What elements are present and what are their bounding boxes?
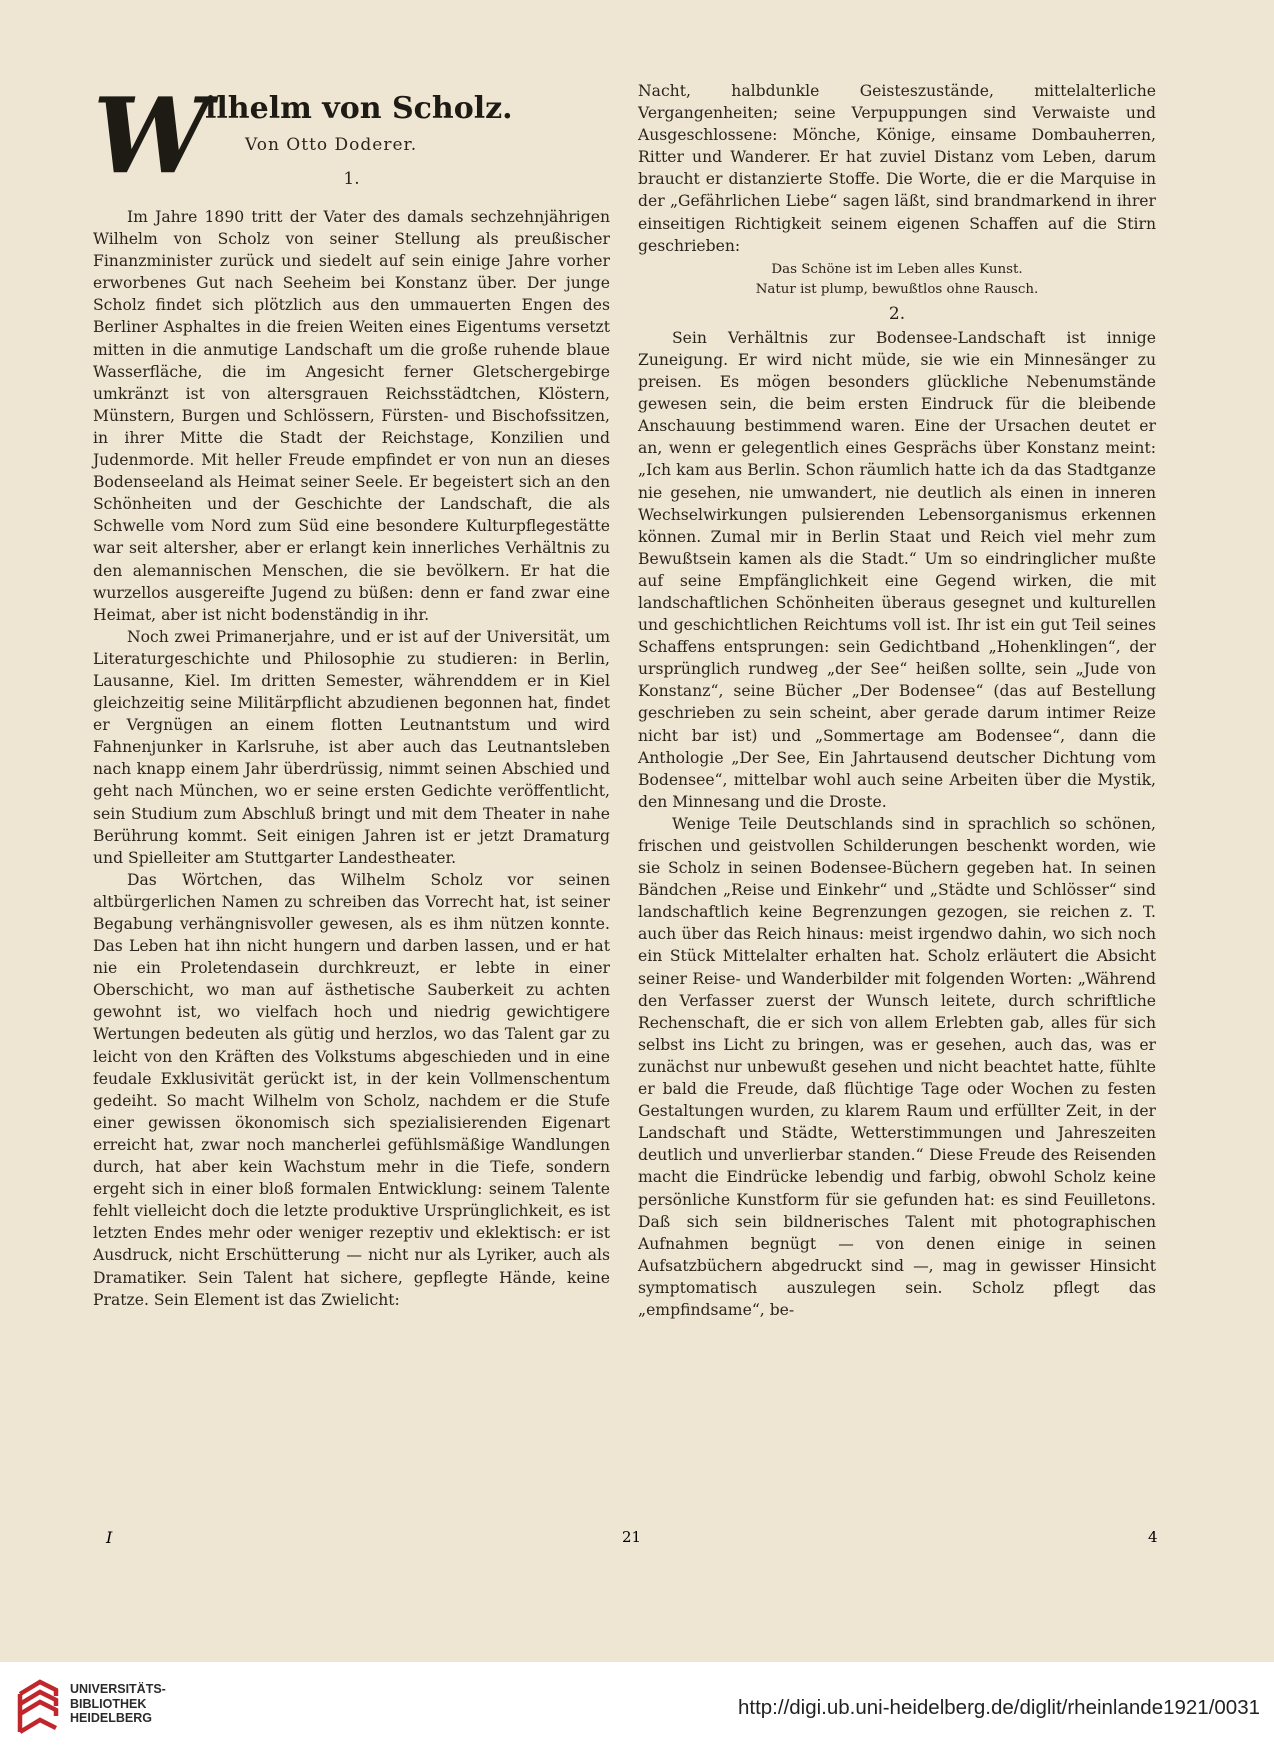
paragraph: Noch zwei Primanerjahre, und er ist auf der Universität, um Literaturgeschichte und Philosophie zu studieren: in Berlin, Lausanne, Kiel. Im dritten Semester, währenddem er in Kiel gleichzeitig seine Militärpflicht abzudienen begonnen hat, findet er Vergnügen an einem flotten Leutnantstum und wird Fahnenjunker in Karlsruhe, ist aber auch das Leutnantsleben nach knapp einem Jahr überdrüssig, nimmt seinen Abschied und geht nach München, wo er seine ersten Gedichte veröffentlicht, sein Studium zum Abschluß bringt und mit dem Theater in nahe Berührung kommt. Seit einigen Jahren ist er jetzt Dramaturg und Spielleiter am Stuttgarter Landestheater. [93,627,610,867]
paragraph: Im Jahre 1890 tritt der Vater des damals sechzehnjährigen Wilhelm von Scholz von seiner Stellung als preußischer Finanzminister zurück und siedelt auf sein einige Jahre vorher erworbenes Gut nach Seeheim bei Konstanz über. Der junge Scholz findet sich plötzlich aus den ummauerten Engen des Berliner Asphaltes in die freien Weiten eines Eigentums versetzt mitten in die anmutige Landschaft um die große ruhende blaue Wasserfläche, die im Angesicht ferner Gletschergebirge umkränzt ist von altersgrauen Reichsstädtchen, Klöstern, Münstern, Burgen und Schlössern, Fürsten- und Bischofssitzen, in ihrer Mitte die Stadt der Reichstage, Konzilien und Judenmorde. Mit heller Freude empfindet er von nun an dieses Bodenseeland als Heimat seiner Seele. Er begeistert sich an den Schönheiten und der Geschichte der Landschaft, die als Schwelle vom Nord zum Süd eine besondere Kulturpflegestätte war seit altersher, aber er erlangt kein innerliches Verhältnis zu den alemannischen Menschen, die sie bevölkern. Er hat die wurzellos ausgereifte Jugend zu büßen: denn er fand zwar eine Heimat, aber ist nicht bodenständig in ihr. [93,208,610,624]
source-url-link[interactable]: http://digi.ub.uni-heidelberg.de/diglit/rheinlande1921/0031 [737,1696,1260,1719]
section-number-1: 1. [343,169,360,189]
right-column [638,80,1156,1321]
paragraph: Das Wörtchen, das Wilhelm Scholz vor seinen altbürgerlichen Namen zu schreiben das Vorrecht hat, ist seiner Begabung verhängnisvoller gewesen, als es ihm nützen konnte. Das Leben hat ihn nicht hungern und darben lassen, und er hat nie ein Proletendasein durchkreuzt, er lebte in einer Oberschicht, wo man auf ästhetische Sauberkeit zu achten gewohnt ist, wo vielfach hoch und niedrig gewichtigere Wertungen bedeuten als gütig und herzlos, wo das Talent gar zu leicht von den Kräften des Volkstums abgeschieden und in eine feudale Exklusivität gerückt ist, in der kein Vollmenschentum gedeiht. So macht Wilhelm von Scholz, nachdem er die Stufe einer gewissen ökonomisch sich spezialisierenden Eigenart erreicht hat, zwar noch mancherlei gefühlsmäßige Wandlungen durch, hat aber kein Wachstum mehr in die Tiefe, sondern ergeht sich in einer bloß formalen Entwicklung: seinem Talente fehlt vielleicht doch die letzte produktive Ursprünglichkeit, es ist letzten Endes mehr oder weniger rezeptiv und eklektisch: er ist Ausdruck, nicht Erschütterung — nicht nur als Lyriker, auch als Dramatiker. Sein Talent hat sichere, gepflegte Hände, keine Pratze. Sein Element ist das Zwielicht: [93,870,610,1309]
paragraph: Wenige Teile Deutschlands sind in sprachlich so schönen, frischen und geistvollen Schilderungen beschenkt worden, wie sie Scholz in seinen Bodensee-Büchern gegeben hat. In seinen Bändchen „Reise und Einkehr“ und „Städte und Schlösser“ sind landschaftlich keine Begrenzungen gezogen, sie reichen z. T. auch über das Reich hinaus: meist irgendwo dahin, wo sich noch ein Stück Mittelalter erhalten hat. Scholz erläutert die Absicht seiner Reise- und Wanderbilder mit folgenden Worten: „Während den Verfasser zuerst der Wunsch leitete, durch schriftliche Rechenschaft, die er sich von allem Erlebten gab, alles für sich selbst ins Licht zu bringen, was er gesehen, auch das, was er zunächst nur unbewußt gesehen und nicht beachtet hatte, fühlte er bald die Freude, daß flüchtige Tage oder Wochen zu festen Gestaltungen wurden, zu klarem Raum und erfüllter Zeit, in der Landschaft und Städte, Wetterstimmungen und Jahreszeiten deutlich und unverlierbar standen.“ Diese Freude des Reisenden macht die Eindrücke lebendig und farbig, obwohl Scholz keine persönliche Kunstform für sie gefunden hat: es sind Feuilletons. Daß sich sein bildnerisches Talent mit photographischen Aufnahmen begnügt — von denen einige in seinen Aufsatzbüchern abgedruckt sind —, mag in gewisser Hinsicht symptomatisch auszulegen sein. Scholz pflegt das „empfindsame“, be- [638,814,1156,1319]
article-byline: Von Otto Doderer. [245,135,418,155]
library-footer-bar [0,1662,1274,1760]
verse-line: Das Schöne ist im Leben alles Kunst. [771,261,1023,277]
footer-left-mark: I [106,1528,113,1547]
library-logo-icon [14,1676,62,1738]
library-name [70,1682,166,1726]
library-name-line: HEIDELBERG [70,1711,152,1725]
left-column [93,74,610,1311]
verse-line: Natur ist plump, bewußtlos ohne Rausch. [755,281,1039,297]
dropcap-letter: W [93,74,210,197]
title-block [93,74,610,206]
section-number-2: 2. [888,303,906,324]
article-title: ilhelm von Scholz. [205,91,513,126]
footer-right-mark: 4 [1148,1528,1158,1546]
page-number: 21 [622,1528,642,1546]
paragraph: Sein Verhältnis zur Bodensee-Landschaft ist innige Zuneigung. Er wird nicht müde, sie wie ein Minnesänger zu preisen. Es mögen besonders glückliche Nebenumstände gewesen sein, die beim ersten Eindruck für die bleibende Anschauung bestimmend waren. Eine der Ursachen deutet er an, wenn er gelegentlich eines Gesprächs über Konstanz meint: „Ich kam aus Berlin. Schon räumlich hatte ich da das Stadtganze nie gesehen, nie umwandert, nie deutlich als einen in inneren Wechselwirkungen pulsierenden Lebensorganismus erkennen können. Zumal mir in Berlin Staat und Reich viel mehr zum Bewußtsein kamen als die Stadt.“ Um so eindringlicher mußte auf seine Empfänglichkeit eine Gegend wirken, die mit landschaftlichen Schönheiten überaus gesegnet und kulturellen und geschichtlichen Reichtums voll ist. Ihr ist ein gut Teil seines Schaffens entsprungen: sein Gedichtband „Hohenklingen“, der ursprünglich rundweg „der See“ heißen sollte, sein „Jude von Konstanz“, seine Bücher „Der Bodensee“ (das auf Bestellung geschrieben zu sein scheint, aber gerade darum intimer Reize nicht bar ist) und „Sommertage am Bodensee“, dann die Anthologie „Der See, Ein Jahrtausend deutscher Dichtung vom Bodensee“, mittelbar wohl auch seine Arbeiten über die Mystik, den Minnesang und die Droste. [638,328,1156,811]
paragraph: Nacht, halbdunkle Geisteszustände, mittelalterliche Vergangenheiten; seine Verpuppungen sind Verwaiste und Ausgeschlossene: Mönche, Könige, einsame Dombauherren, Ritter und Wanderer. Er hat zuviel Distanz vom Leben, darum braucht er distanzierte Stoffe. Die Worte, die er die Marquise in der „Gefährlichen Liebe“ sagen läßt, sind brandmarkend in ihrer einseitigen Richtigkeit seinem eigenen Schaffen auf die Stirn geschrieben: [638,82,1156,255]
library-name-line: UNIVERSITÄTS- [70,1682,166,1696]
library-name-line: BIBLIOTHEK [70,1696,147,1711]
verse-quote [638,260,1156,300]
